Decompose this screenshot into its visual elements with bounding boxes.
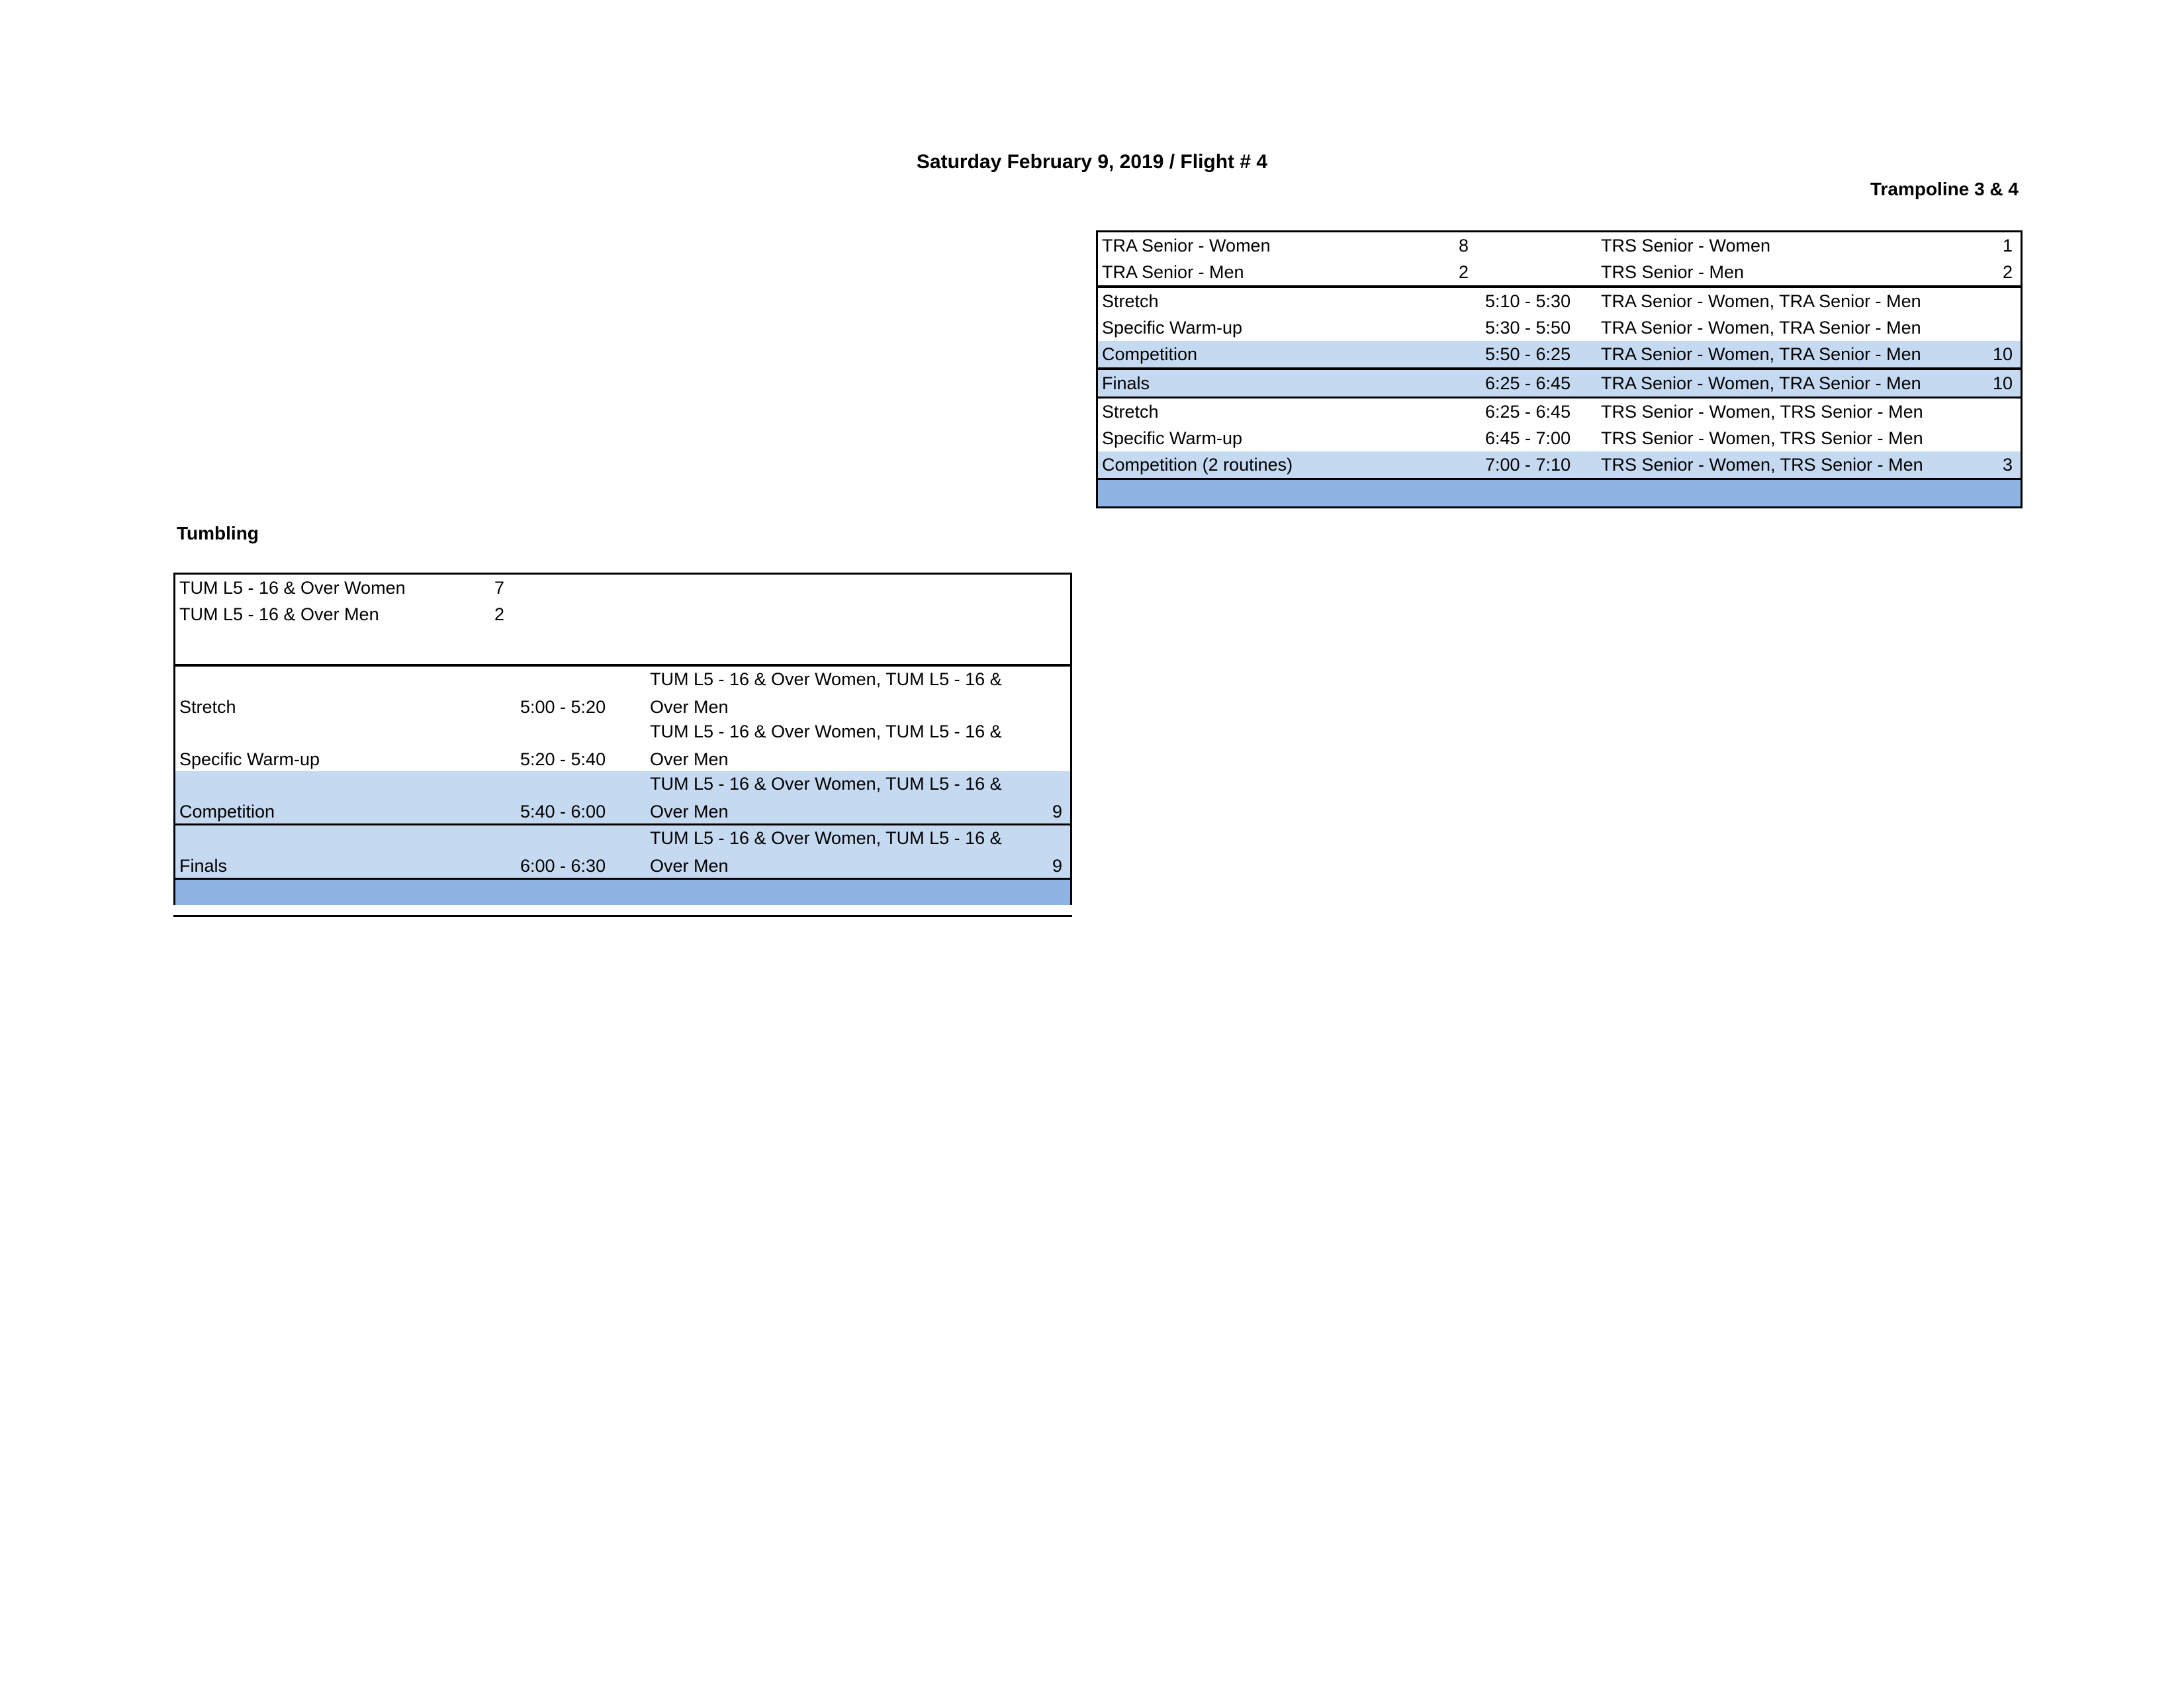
groups-line-2: Over Men <box>650 802 729 821</box>
tumbling-section-title: Tumbling <box>177 523 259 543</box>
group-name-2: TRS Senior - Women <box>1601 236 1771 256</box>
activity: Competition (2 routines) <box>1102 455 1293 475</box>
page-title: Saturday February 9, 2019 / Flight # 4 <box>916 151 1268 173</box>
activity: Competition <box>1102 344 1198 364</box>
groups-line-1: TUM L5 - 16 & Over Women, TUM L5 - 16 & <box>650 828 1002 848</box>
activity: Specific Warm-up <box>1102 318 1243 338</box>
tumbling-group-row <box>175 575 1070 601</box>
group-name: TUM L5 - 16 & Over Men <box>179 604 379 624</box>
activity: Stretch <box>1102 291 1159 311</box>
trampoline-section-title: Trampoline 3 & 4 <box>1870 179 2019 199</box>
time: 5:50 - 6:25 <box>1485 344 1571 364</box>
groups: TRS Senior - Women, TRS Senior - Men <box>1601 428 1923 448</box>
groups: TRA Senior - Women, TRA Senior - Men <box>1601 373 1921 393</box>
group-name: TUM L5 - 16 & Over Women <box>179 578 406 598</box>
group-name: TRA Senior - Women <box>1102 236 1271 256</box>
tumbling-schedule-table <box>173 573 1072 905</box>
group-name-2: TRS Senior - Men <box>1601 262 1745 282</box>
groups: TRA Senior - Women, TRA Senior - Men <box>1601 291 1921 311</box>
schedule-row <box>175 719 1070 771</box>
schedule-row <box>175 823 1070 880</box>
time: 5:30 - 5:50 <box>1485 318 1571 338</box>
table-bottom-rule <box>173 915 1072 917</box>
schedule-row <box>1098 341 2021 367</box>
time: 7:00 - 7:10 <box>1485 455 1571 475</box>
group-count: 2 <box>494 604 505 624</box>
activity: Specific Warm-up <box>179 749 320 769</box>
time: 6:25 - 6:45 <box>1485 402 1571 422</box>
group-count-2: 2 <box>2002 262 2013 282</box>
count: 10 <box>1992 344 2013 364</box>
groups: TRA Senior - Women, TRA Senior - Men <box>1601 318 1921 338</box>
groups-line-2: Over Men <box>650 749 729 769</box>
schedule-row <box>1098 451 2021 478</box>
schedule-row <box>1098 285 2021 314</box>
groups-line-2: Over Men <box>650 856 729 876</box>
groups-line-1: TUM L5 - 16 & Over Women, TUM L5 - 16 & <box>650 774 1002 794</box>
group-count: 2 <box>1459 262 1469 282</box>
groups-line-1: TUM L5 - 16 & Over Women, TUM L5 - 16 & <box>650 722 1002 741</box>
activity: Finals <box>1102 373 1150 393</box>
schedule-row <box>175 771 1070 823</box>
count: 10 <box>1992 373 2013 393</box>
trampoline-group-row <box>1098 232 2021 259</box>
activity: Stretch <box>1102 402 1159 422</box>
table-footer-band <box>175 880 1070 905</box>
activity: Stretch <box>179 697 236 717</box>
group-count-2: 1 <box>2002 236 2013 256</box>
time: 5:00 - 5:20 <box>520 697 606 717</box>
group-count: 7 <box>494 578 505 598</box>
groups: TRA Senior - Women, TRA Senior - Men <box>1601 344 1921 364</box>
activity: Competition <box>179 802 275 821</box>
time: 6:45 - 7:00 <box>1485 428 1571 448</box>
groups: TRS Senior - Women, TRS Senior - Men <box>1601 402 1923 422</box>
time: 5:40 - 6:00 <box>520 802 606 821</box>
tumbling-group-row <box>175 601 1070 628</box>
schedule-row <box>1098 367 2021 399</box>
time: 5:10 - 5:30 <box>1485 291 1571 311</box>
schedule-row <box>1098 314 2021 341</box>
trampoline-schedule-table <box>1096 230 2023 508</box>
time: 6:00 - 6:30 <box>520 856 606 876</box>
groups-line-2: Over Men <box>650 697 729 717</box>
count: 3 <box>2002 455 2013 475</box>
count: 9 <box>1052 802 1062 821</box>
schedule-row <box>1098 399 2021 425</box>
groups: TRS Senior - Women, TRS Senior - Men <box>1601 455 1923 475</box>
time: 5:20 - 5:40 <box>520 749 606 769</box>
count: 9 <box>1052 856 1062 876</box>
activity: Specific Warm-up <box>1102 428 1243 448</box>
group-name: TRA Senior - Men <box>1102 262 1244 282</box>
activity: Finals <box>179 856 228 876</box>
group-count: 8 <box>1459 236 1469 256</box>
schedule-row <box>175 664 1070 719</box>
trampoline-group-row <box>1098 259 2021 285</box>
spacer-row <box>175 628 1070 664</box>
groups-line-1: TUM L5 - 16 & Over Women, TUM L5 - 16 & <box>650 669 1002 689</box>
time: 6:25 - 6:45 <box>1485 373 1571 393</box>
schedule-row <box>1098 425 2021 451</box>
table-footer-band <box>1098 478 2021 506</box>
